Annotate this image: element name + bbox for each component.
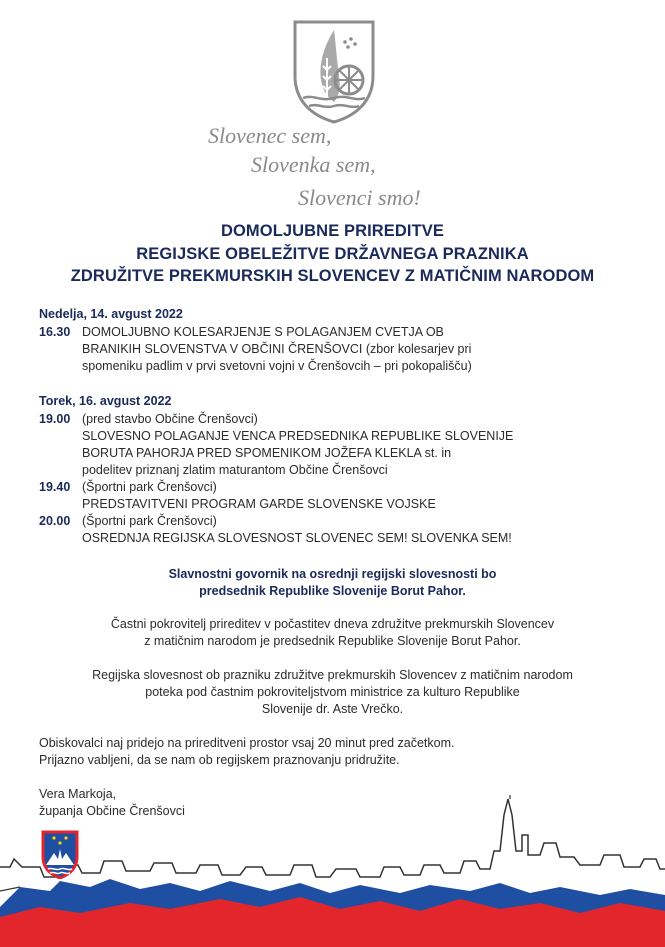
schedule-event xyxy=(39,411,513,479)
slovenian-coat-of-arms-icon xyxy=(40,829,80,879)
title-line-2: REGIJSKE OBELEŽITVE DRŽAVNEGA PRAZNIKA xyxy=(136,244,529,263)
patron-note xyxy=(0,616,665,650)
visitor-notice xyxy=(39,735,454,769)
speaker-note xyxy=(0,566,665,600)
event-line: (pred stavbo Občine Črenšovci) xyxy=(82,412,258,426)
motto-line-2: Slovenka sem, xyxy=(251,152,376,177)
schedule-day-2 xyxy=(39,393,513,547)
title-line-3: ZDRUŽITVE PREKMURSKIH SLOVENCEV Z MATIČNIM NARODOM xyxy=(70,267,595,285)
signature-title: županja Občine Črenšovci xyxy=(39,804,185,818)
notice-line: Prijazno vabljeni, da se nam ob regijskem praznovanju pridružite. xyxy=(39,753,400,767)
event-line: podelitev priznanj zlatim maturantom Občine Črenšovci xyxy=(82,463,388,477)
event-time: 19.40 xyxy=(39,480,71,494)
motto-line-3: Slovenci smo! xyxy=(298,185,421,210)
event-line: BRANIKIH SLOVENSTVA V OBČINI ČRENŠOVCI (zbor kolesarjev pri xyxy=(82,342,472,356)
schedule-event xyxy=(39,479,513,513)
day-heading: Torek, 16. avgust 2022 xyxy=(39,394,172,408)
patron-line: z matičnim narodom je predsednik Republike Slovenije Borut Pahor. xyxy=(144,634,521,648)
event-line: spomeniku padlim v prvi svetovni vojni v Črenšovcih – pri pokopališču) xyxy=(82,359,472,373)
event-time: 20.00 xyxy=(39,514,71,528)
schedule-event xyxy=(39,324,472,375)
page-title xyxy=(0,220,665,288)
patronage-line: Regijska slovesnost ob prazniku združitve prekmurskih Slovencev z matičnim narodom xyxy=(92,668,573,682)
event-line: BORUTA PAHORJA PRED SPOMENIKOM JOŽEFA KLEKLA st. in xyxy=(82,446,452,460)
event-line: PREDSTAVITVENI PROGRAM GARDE SLOVENSKE VOJSKE xyxy=(82,497,436,511)
schedule-event xyxy=(39,513,513,547)
schedule-day-1 xyxy=(39,306,472,375)
event-line: (Športni park Črenšovci) xyxy=(82,480,217,494)
event-line: DOMOLJUBNO KOLESARJENJE S POLAGANJEM CVETJA OB xyxy=(82,325,444,339)
title-line-1: DOMOLJUBNE PRIREDITVE xyxy=(220,222,445,240)
patronage-note xyxy=(0,667,665,718)
event-line: (Športni park Črenšovci) xyxy=(82,514,217,528)
skyline-banner xyxy=(0,795,665,947)
speaker-line: predsednik Republike Slovenije Borut Pahor. xyxy=(199,584,466,598)
notice-line: Obiskovalci naj pridejo na prireditveni prostor vsaj 20 minut pred začetkom. xyxy=(39,736,455,750)
speaker-line: Slavnostni govornik na osrednji regijski slovesnosti bo xyxy=(168,567,497,581)
patronage-line: Slovenije dr. Aste Vrečko. xyxy=(261,702,404,716)
patron-line: Častni pokrovitelj prireditev v počastitev dneva združitve prekmurskih Slovencev xyxy=(110,617,555,631)
event-line: OSREDNJA REGIJSKA SLOVESNOST SLOVENEC SEM! SLOVENKA SEM! xyxy=(82,531,512,545)
event-line: SLOVESNO POLAGANJE VENCA PREDSEDNIKA REPUBLIKE SLOVENIJE xyxy=(82,429,514,443)
signature-name: Vera Markoja, xyxy=(39,787,117,801)
motto-line-1: Slovenec sem, xyxy=(208,123,332,148)
event-time: 19.00 xyxy=(39,412,71,426)
municipal-crest-icon xyxy=(289,18,379,124)
event-time: 16.30 xyxy=(39,325,71,339)
patronage-line: poteka pod častnim pokroviteljstvom ministrice za kulturo Republike xyxy=(145,685,520,699)
day-heading: Nedelja, 14. avgust 2022 xyxy=(39,307,183,321)
